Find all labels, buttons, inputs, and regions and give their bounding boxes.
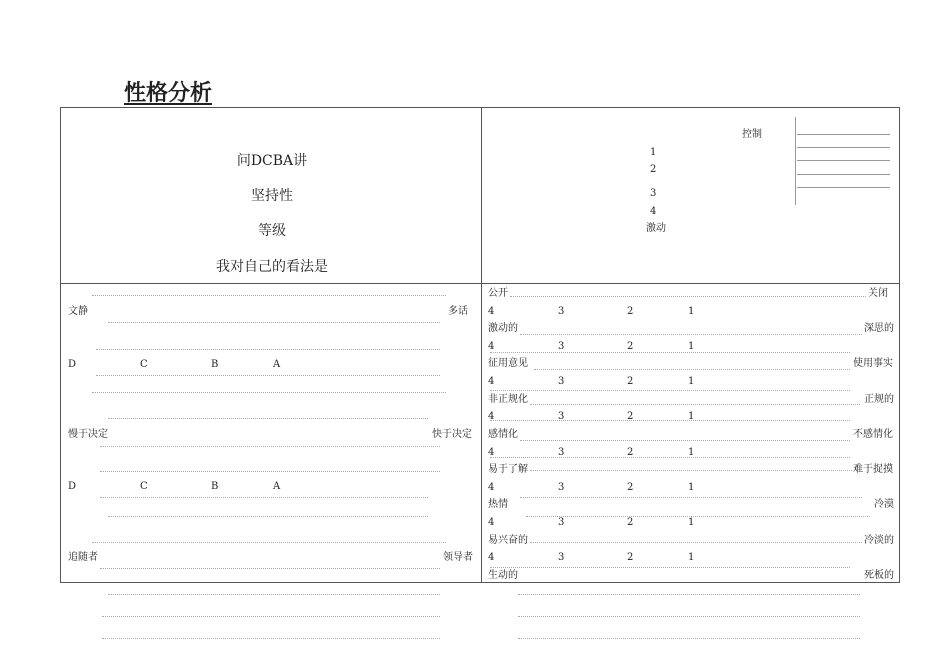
trait-right: 冷淡的 — [864, 535, 894, 546]
trait-right: 难于捉摸 — [853, 464, 893, 475]
scale-value: 4 — [488, 376, 495, 387]
trait-left: 热情 — [488, 499, 508, 510]
scale-value: 4 — [488, 306, 495, 317]
trait-left: 易于了解 — [488, 464, 528, 475]
dotted-line — [490, 352, 850, 353]
analysis-table — [60, 107, 900, 583]
column-divider — [481, 108, 482, 582]
trait-left: 激动的 — [488, 323, 518, 334]
scale-value: 2 — [627, 552, 634, 563]
grade-letter: B — [211, 359, 219, 370]
scale-value: 2 — [627, 376, 634, 387]
control-line — [797, 174, 890, 175]
scale-value: 2 — [627, 306, 634, 317]
grade-label: 等级 — [258, 223, 286, 239]
scale-value: 4 — [488, 482, 495, 493]
grade-letter: D — [68, 359, 77, 370]
row-divider — [61, 283, 899, 284]
control-label: 控制 — [742, 129, 762, 140]
scale-number: 4 — [650, 206, 657, 217]
scale-number: 2 — [650, 164, 657, 175]
trait-right: 正规的 — [864, 394, 894, 405]
scale-number: 3 — [650, 188, 657, 199]
trait-right: 不感情化 — [853, 429, 893, 440]
grade-letter: B — [211, 481, 219, 492]
dotted-line — [100, 568, 440, 569]
dotted-line — [490, 457, 850, 458]
dotted-line — [96, 375, 440, 376]
trait-left: 公开 — [488, 288, 508, 299]
scale-value: 1 — [688, 552, 695, 563]
trait-left: 文静 — [68, 306, 88, 317]
control-line — [797, 187, 890, 188]
control-line — [797, 160, 890, 161]
dotted-line — [100, 446, 440, 447]
trait-right: 多话 — [448, 306, 468, 317]
scale-value: 2 — [627, 411, 634, 422]
dotted-line — [490, 390, 850, 391]
persistence-label: 坚持性 — [251, 188, 293, 204]
trait-right: 使用事实 — [853, 358, 893, 369]
dotted-line — [526, 516, 870, 517]
scale-value: 2 — [627, 447, 634, 458]
scale-value: 2 — [627, 517, 634, 528]
trait-right: 死板的 — [864, 570, 894, 581]
dotted-line — [96, 349, 440, 350]
grade-letter: C — [140, 481, 148, 492]
dotted-line — [490, 420, 850, 421]
dotted-line — [530, 470, 852, 471]
excited-label: 激动 — [646, 223, 666, 234]
grade-letter: C — [140, 359, 148, 370]
scale-number: 1 — [650, 147, 657, 158]
trait-left: 易兴奋的 — [488, 535, 528, 546]
scale-value: 3 — [558, 482, 565, 493]
dotted-line — [108, 418, 428, 419]
scale-value: 2 — [627, 341, 634, 352]
scale-value: 3 — [558, 447, 565, 458]
scale-value: 4 — [488, 447, 495, 458]
scale-value: 3 — [558, 306, 565, 317]
trait-right: 领导者 — [443, 552, 473, 563]
scale-value: 1 — [688, 447, 695, 458]
scale-value: 2 — [627, 482, 634, 493]
scale-value: 3 — [558, 341, 565, 352]
trait-left: 慢于决定 — [68, 429, 108, 440]
grade-letter: A — [273, 359, 281, 370]
scale-value: 3 — [558, 411, 565, 422]
control-line — [797, 134, 890, 135]
scale-value: 4 — [488, 411, 495, 422]
dotted-line — [92, 295, 446, 296]
trait-left: 生动的 — [488, 570, 518, 581]
scale-value: 1 — [688, 411, 695, 422]
dotted-line — [92, 542, 446, 543]
scale-value: 4 — [488, 517, 495, 528]
dotted-line — [100, 497, 428, 498]
dotted-line — [108, 594, 440, 595]
control-line — [797, 147, 890, 148]
self-view-label: 我对自己的看法是 — [216, 259, 328, 275]
question-text: 问DCBA讲 — [236, 153, 308, 169]
scale-value: 1 — [688, 376, 695, 387]
dotted-line — [108, 322, 440, 323]
trait-right: 冷漠 — [874, 499, 894, 510]
scale-value: 3 — [558, 517, 565, 528]
grade-letter: D — [68, 481, 77, 492]
trait-left: 感情化 — [488, 429, 518, 440]
dotted-line — [534, 369, 850, 370]
scale-value: 4 — [488, 552, 495, 563]
scale-value: 4 — [488, 341, 495, 352]
dotted-line — [490, 567, 850, 568]
dotted-line — [520, 440, 850, 441]
dotted-line — [92, 392, 446, 393]
dotted-line — [518, 594, 860, 595]
dotted-line — [100, 471, 440, 472]
dotted-line — [520, 497, 862, 498]
dotted-line — [518, 616, 860, 617]
dotted-line — [530, 404, 860, 405]
page-title: 性格分析 — [124, 81, 213, 106]
trait-left: 追随者 — [68, 552, 98, 563]
scale-value: 1 — [688, 482, 695, 493]
scale-value: 3 — [558, 376, 565, 387]
dotted-line — [510, 296, 866, 297]
dotted-line — [102, 638, 440, 639]
scale-value: 1 — [688, 517, 695, 528]
scale-value: 1 — [688, 341, 695, 352]
trait-right: 快于决定 — [432, 429, 472, 440]
trait-right: 深思的 — [864, 323, 894, 334]
dotted-line — [530, 542, 862, 543]
dotted-line — [108, 516, 428, 517]
trait-left: 非正规化 — [488, 394, 528, 405]
trait-left: 征用意见 — [488, 358, 528, 369]
dotted-line — [102, 616, 440, 617]
dotted-line — [520, 334, 862, 335]
trait-right: 关闭 — [868, 288, 888, 299]
scale-value: 3 — [558, 552, 565, 563]
dotted-line — [518, 638, 860, 639]
control-bracket — [795, 117, 796, 205]
scale-value: 1 — [688, 306, 695, 317]
grade-letter: A — [273, 481, 281, 492]
